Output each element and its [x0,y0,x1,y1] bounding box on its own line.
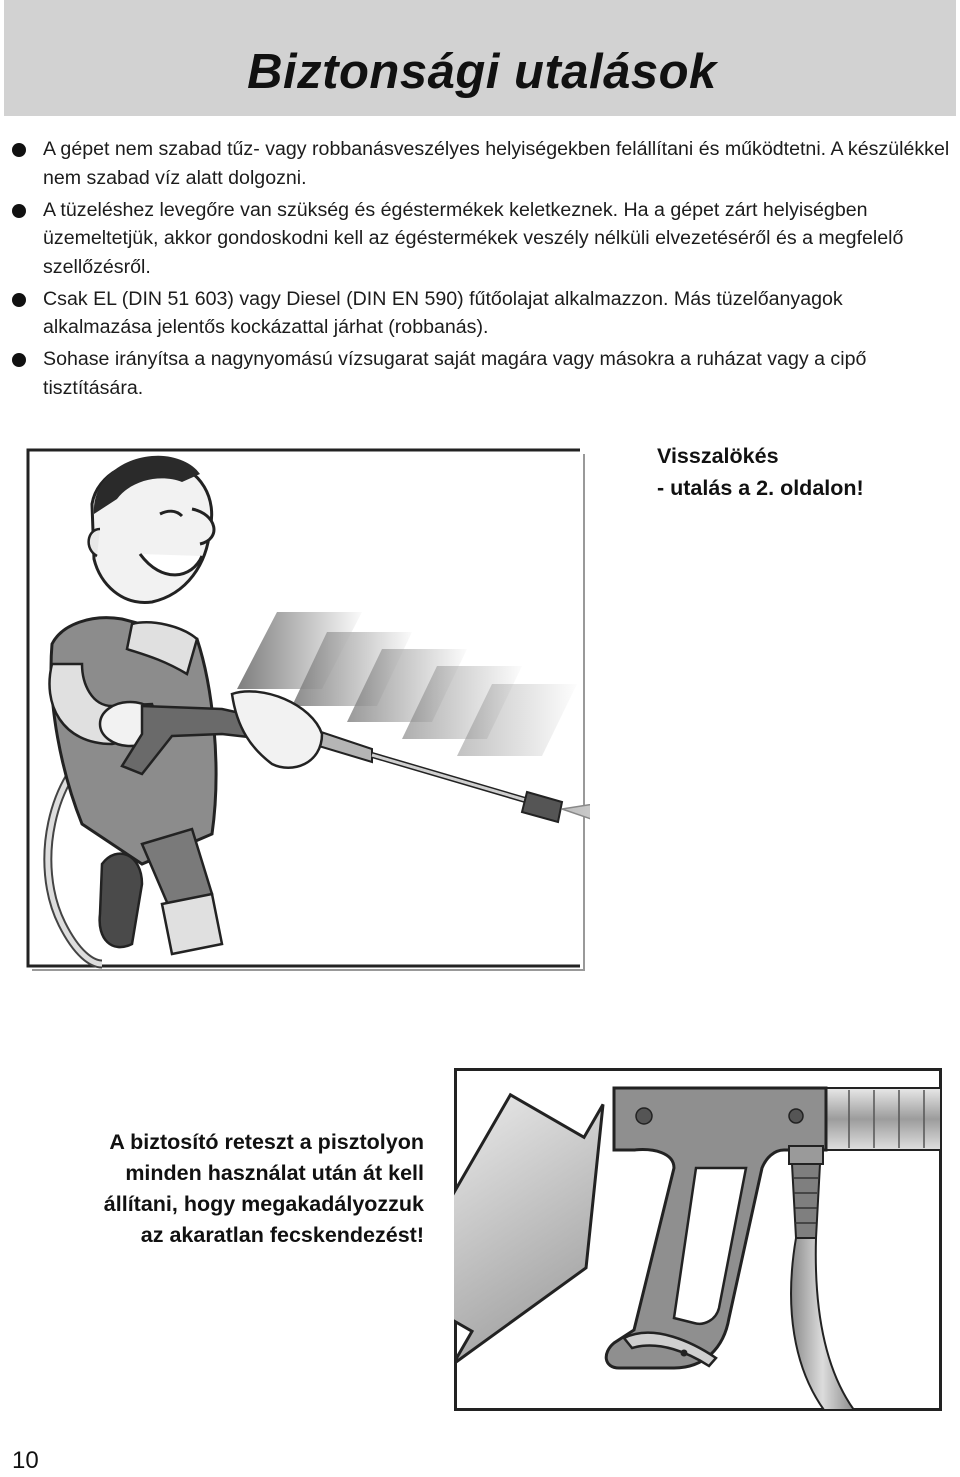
bullet-icon [12,353,26,367]
list-item [12,135,952,192]
list-item-text: Csak EL (DIN 51 603) vagy Diesel (DIN EN 590) fűtőolajat alkalmazzon. Más tüzelőanyagok alkalmazása jelentős kockázattal járhat (robbanás). [43,287,843,338]
safety-catch-line: állítani, hogy megakadályozzuk [103,1192,424,1216]
spray-gun-safety-catch-illustration [454,1068,944,1412]
bullet-icon [12,143,26,157]
recoil-illustration [22,444,590,972]
list-item [12,285,952,342]
list-item-text: A gépet nem szabad tűz- vagy robbanásveszélyes helyiségekben felállítani és működtetni. A készülékkel nem szabad víz alatt dolgozni. [43,138,950,189]
list-item [12,196,952,282]
safety-catch-line: az akaratlan fecskendezést! [140,1223,424,1247]
safety-catch-note [20,1127,424,1251]
recoil-note [657,440,864,504]
list-item [12,345,952,402]
page-title: Biztonsági utalások [247,45,717,99]
safety-catch-line: A biztosító reteszt a pisztolyon [109,1130,424,1154]
list-item-text: Sohase irányítsa a nagynyomású vízsugarat saját magára vagy másokra a ruházat vagy a cipő tisztítására. [43,348,867,399]
recoil-note-reference: - utalás a 2. oldalon! [657,476,864,500]
bullet-icon [12,293,26,307]
safety-instructions-list [12,135,952,406]
bullet-icon [12,204,26,218]
safety-catch-line: minden használat után át kell [125,1161,424,1185]
page-number: 10 [12,1447,39,1474]
title-banner [4,0,956,116]
list-item-text: A tüzeléshez levegőre van szükség és égéstermékek keletkeznek. Ha a gépet zárt helyiségben üzemeltetjük, akkor gondoskodni kell az égéstermékek veszély nélküli elvezetéséről és a megfelelő szellőzésről. [43,198,904,278]
recoil-note-heading: Visszalökés [657,444,779,468]
